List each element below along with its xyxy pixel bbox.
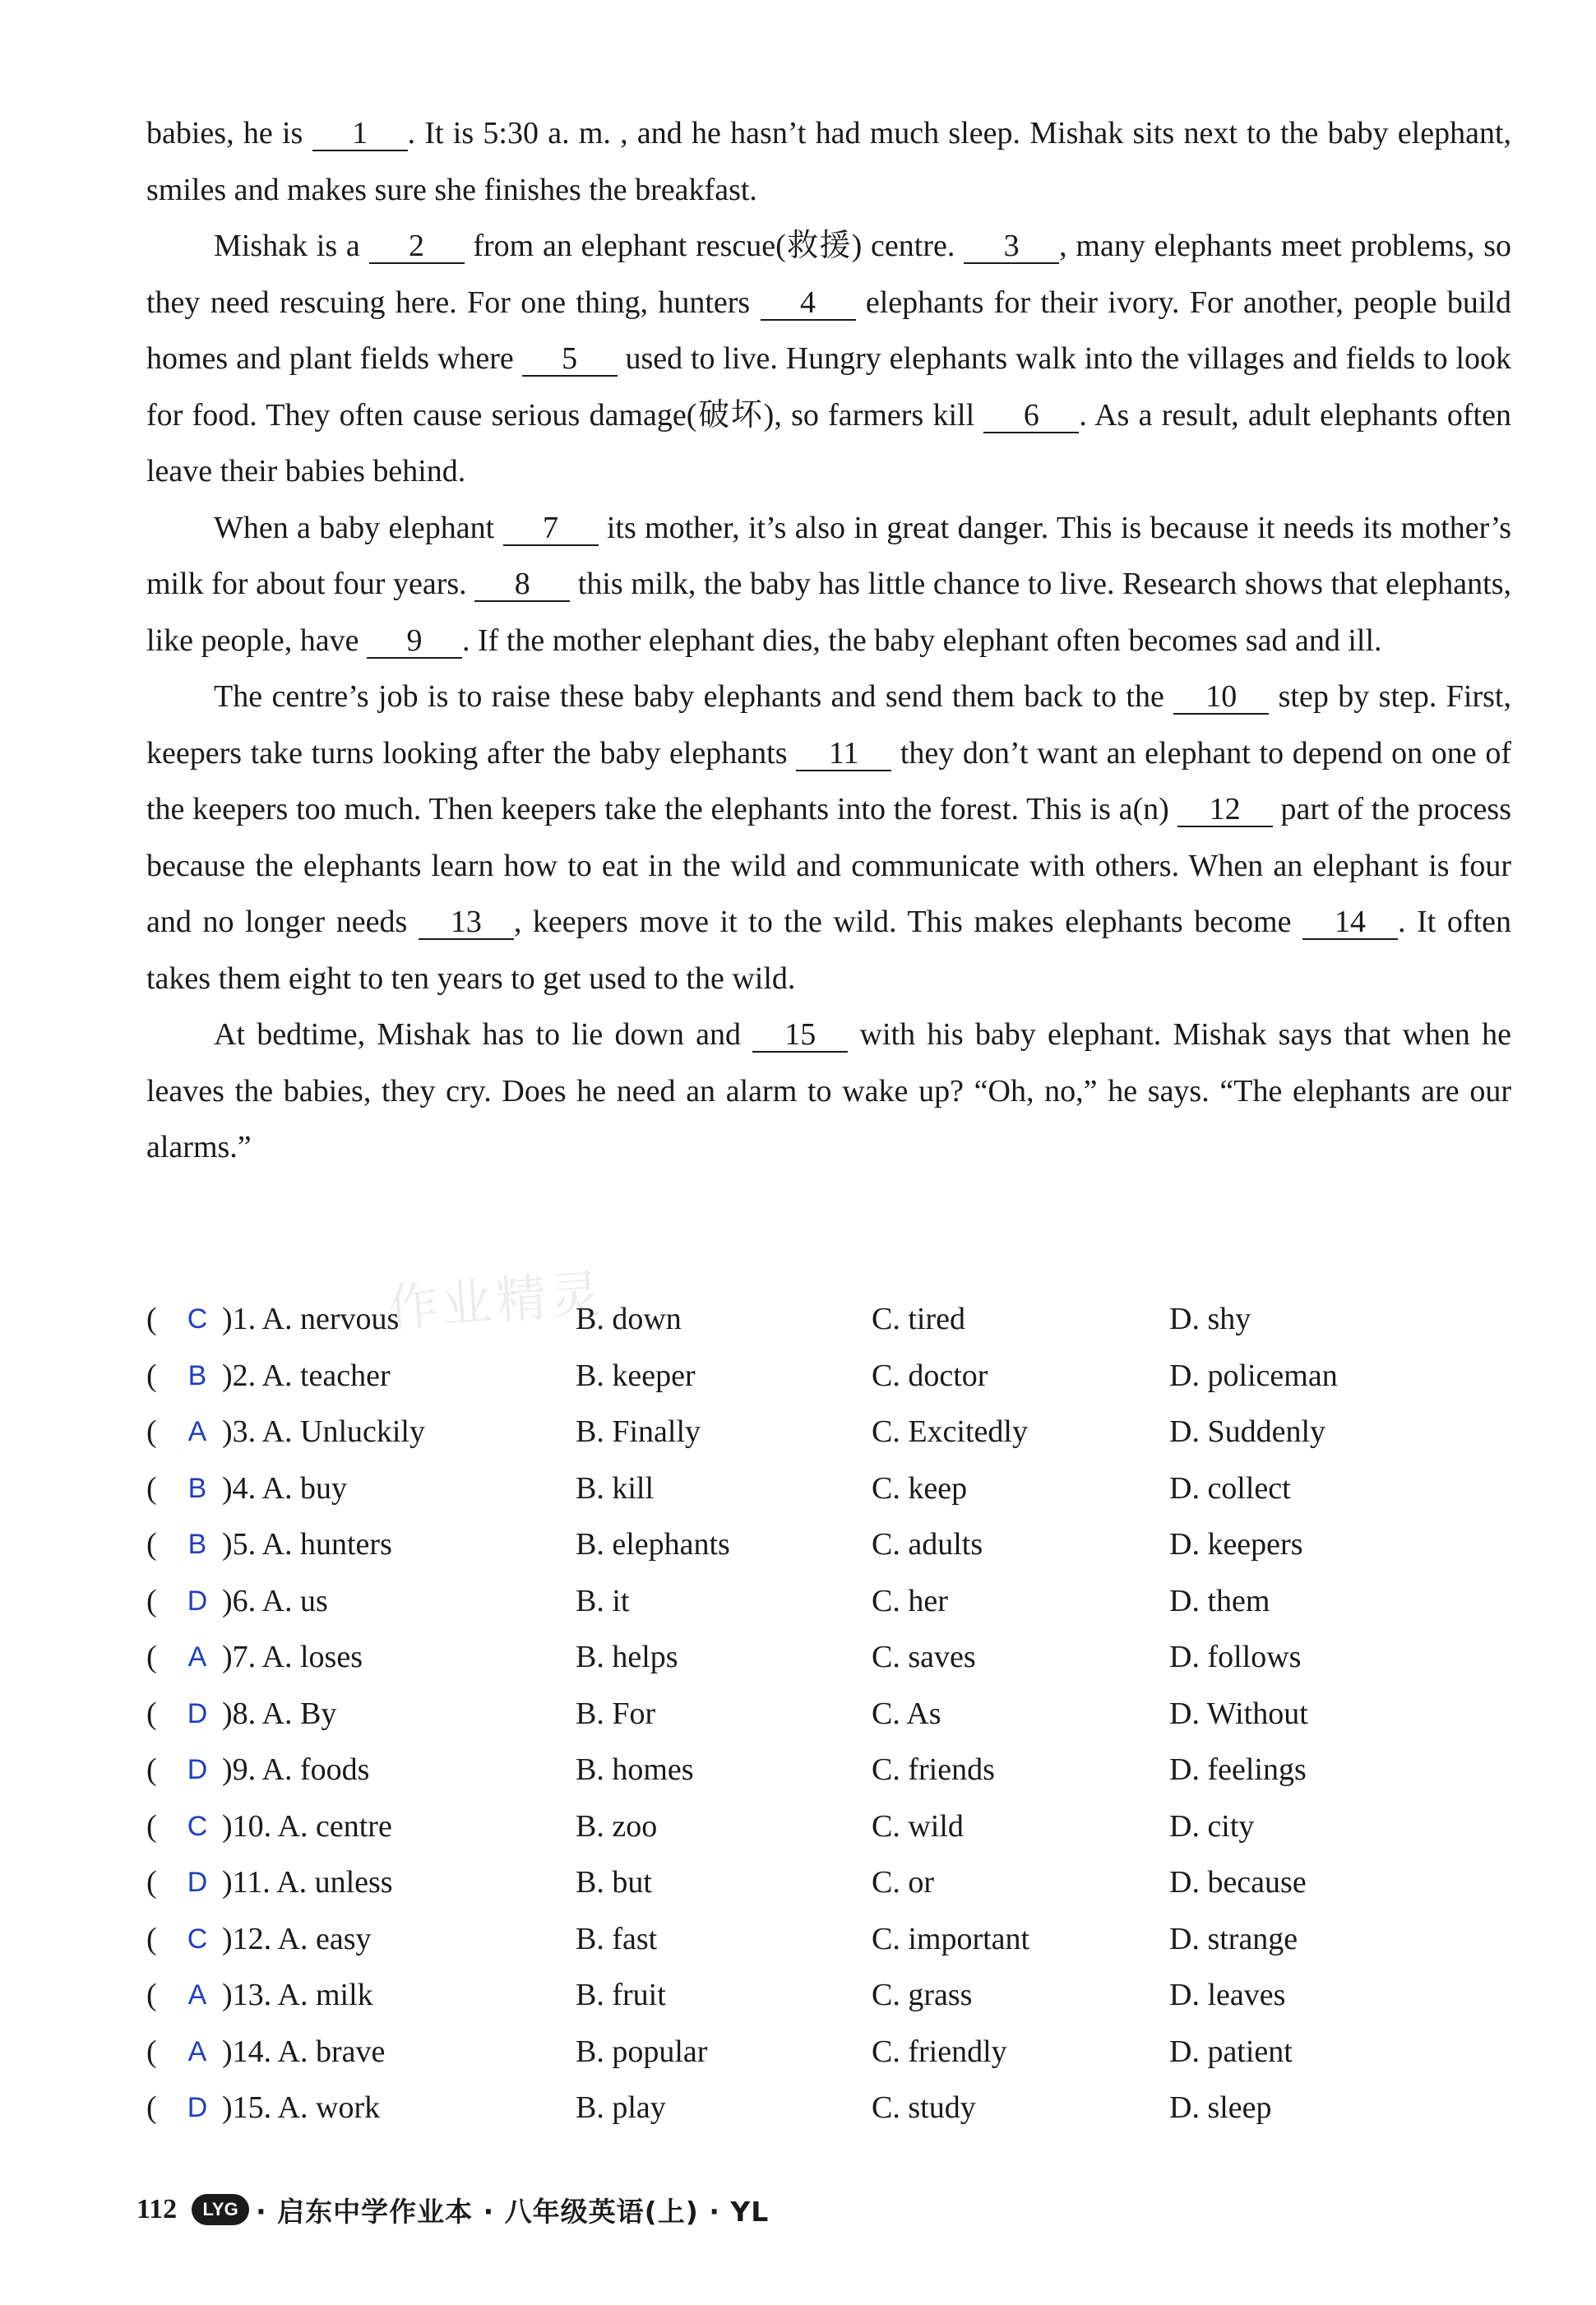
option-c: C. important [872,1921,1030,1956]
blank-15: 15 [752,1018,848,1053]
option-a: )14. A. brave [222,2034,386,2069]
question-row [146,1967,1511,2024]
question-row [146,1686,1511,1743]
option-d: D. policeman [1169,1358,1338,1393]
option-c: C. adults [872,1527,983,1562]
page-footer [136,2189,769,2230]
text: elephants for their ivory. For another, people build homes and plant fields where [146,285,1511,376]
option-b: B. but [576,1865,652,1900]
option-c: C. As [872,1696,941,1731]
text: part of the process because the elephants learn how to eat in the wild and communicate with others. When an elephant is four and no longer needs [146,792,1512,939]
text: . It is 5:30 a. m. , and he hasn’t had much sleep. Mishak sits next to the baby elephant, smiles and makes sure she finishes the breakfast. [146,116,1511,207]
text: they don’t want an elephant to depend on one of the keepers too much. Then keepers take the elephants into the forest. This is a(n) [146,735,1511,826]
blank-14: 14 [1302,905,1398,940]
option-c: C. study [872,2090,976,2125]
option-b: B. homes [576,1752,694,1787]
option-a: )13. A. milk [222,1978,373,2012]
option-c: C. or [872,1865,934,1900]
option-a: )2. A. teacher [222,1358,391,1393]
option-d: D. shy [1169,1302,1251,1336]
open-paren: ( [146,1978,157,2012]
text: from an elephant rescue(救援) centre. [464,229,965,263]
option-b: B. fruit [576,1978,666,2012]
open-paren: ( [146,1302,157,1336]
open-paren: ( [146,1527,157,1562]
option-c: C. her [872,1583,948,1618]
option-b: B. keeper [576,1358,696,1393]
question-row [146,1291,1511,1348]
paragraph-3 [146,500,1511,669]
option-d: D. keepers [1169,1527,1303,1562]
option-b: B. play [576,2090,666,2125]
text: . If the mother elephant dies, the baby elephant often becomes sad and ill. [462,623,1382,658]
option-c: C. wild [872,1808,964,1844]
page-number: 112 [136,2194,178,2224]
option-a: )1. A. nervous [222,1302,400,1336]
open-paren: ( [146,1865,157,1900]
text: At bedtime, Mishak has to lie down and [214,1017,753,1052]
text: . It often takes them eight to ten years to get used to the wild. [146,905,1511,996]
option-b: B. fast [576,1921,658,1956]
option-b: B. helps [576,1640,678,1674]
open-paren: ( [146,2034,157,2069]
option-d: D. Suddenly [1169,1414,1325,1449]
text: used to live. Hungry elephants walk into the villages and fields to look for food. They often cause serious damage(破坏), so farmers kill [146,341,1512,433]
option-b: B. kill [576,1470,655,1506]
lyg-logo: LYG [192,2194,249,2225]
text: The centre’s job is to raise these baby elephants and send them back to the [214,679,1174,714]
option-b: B. For [576,1696,656,1731]
blank-3: 3 [964,229,1059,264]
option-c: C. keep [872,1470,968,1506]
text: Mishak is a [214,229,369,263]
question-row [146,1742,1511,1798]
blank-7: 7 [503,511,599,546]
text: this milk, the baby has little chance to live. Research shows that elephants, like people, have [146,567,1511,658]
question-row [146,1854,1511,1911]
answer-mark: D [187,1867,208,1898]
blank-5: 5 [522,342,618,377]
option-b: B. zoo [576,1808,658,1844]
blank-12: 12 [1177,793,1273,827]
option-d: D. patient [1169,2034,1293,2069]
open-paren: ( [146,1696,157,1731]
paragraph-1 [146,105,1511,218]
answer-mark: D [187,1754,208,1785]
question-row [146,1629,1511,1686]
blank-13: 13 [419,905,514,940]
blank-6: 6 [983,399,1079,433]
answer-mark: A [187,2035,207,2067]
text: . As a result, adult elephants often leave their babies behind. [146,397,1511,488]
question-row [146,1348,1511,1405]
blank-1: 1 [312,117,408,151]
option-a: )11. A. unless [222,1865,393,1900]
text: with his baby elephant. Mishak says that when he leaves the babies, they cry. Does he need an alarm to wake up? “Oh, no,” he says. “The elephants are our alarms.” [146,1017,1511,1164]
open-paren: ( [146,1358,157,1393]
option-d: D. follows [1169,1640,1302,1674]
question-row [146,1460,1511,1517]
option-a: )7. A. loses [222,1640,363,1674]
answer-mark: B [187,1472,207,1504]
open-paren: ( [146,1414,157,1449]
question-row [146,1404,1511,1460]
option-c: C. Excitedly [872,1414,1028,1449]
option-c: C. tired [872,1302,965,1336]
blank-10: 10 [1173,680,1269,715]
answer-mark: C [187,1303,208,1335]
open-paren: ( [146,1921,157,1956]
paragraph-2 [146,218,1511,500]
question-row [146,2080,1511,2136]
question-row [146,1798,1511,1855]
option-d: D. strange [1169,1921,1298,1956]
option-c: C. saves [872,1640,976,1674]
option-a: )10. A. centre [222,1808,392,1844]
blank-4: 4 [761,286,856,321]
answer-mark: C [187,1810,208,1842]
watermark: 作业精灵 [385,1263,606,1339]
question-row [146,1911,1511,1968]
option-a: )5. A. hunters [222,1527,392,1562]
text: When a baby elephant [214,510,503,545]
option-b: B. Finally [576,1414,701,1449]
open-paren: ( [146,1470,157,1506]
answer-mark: A [187,1641,207,1673]
blank-11: 11 [796,737,891,771]
blank-2: 2 [369,229,465,264]
answer-mark: D [187,2092,208,2123]
text: , many elephants meet problems, so they need rescuing here. For one thing, hunters [146,229,1512,320]
option-a: )8. A. By [222,1696,337,1731]
answer-mark: A [187,1416,207,1447]
paragraph-4 [146,669,1511,1007]
option-d: D. because [1169,1865,1307,1900]
option-d: D. city [1169,1808,1255,1844]
answer-mark: D [187,1585,208,1617]
option-a: )4. A. buy [222,1470,347,1506]
open-paren: ( [146,2090,157,2125]
question-row [146,1573,1511,1630]
text: , keepers move it to the wild. This makes elephants become [513,905,1303,939]
option-c: C. friends [872,1752,995,1787]
option-a: )9. A. foods [222,1752,370,1787]
paragraph-5 [146,1007,1511,1176]
option-d: D. feelings [1169,1752,1307,1787]
blank-8: 8 [474,567,570,602]
text: babies, he is [146,116,312,150]
option-b: B. popular [576,2034,708,2069]
open-paren: ( [146,1640,157,1674]
option-d: D. sleep [1169,2090,1272,2125]
answer-mark: B [187,1359,207,1391]
question-list [146,1291,1511,2136]
answer-mark: C [187,1923,208,1955]
option-d: D. them [1169,1583,1270,1618]
option-d: D. leaves [1169,1978,1286,2012]
answer-mark: A [187,1979,207,2011]
option-a: )12. A. easy [222,1921,372,1956]
open-paren: ( [146,1752,157,1787]
text: step by step. First, keepers take turns looking after the baby elephants [146,679,1511,771]
option-c: C. grass [872,1978,973,2012]
text: its mother, it’s also in great danger. This is because it needs its mother’s milk for about four years. [146,510,1511,601]
option-c: C. friendly [872,2034,1007,2069]
option-d: D. collect [1169,1470,1291,1506]
question-row [146,1516,1511,1573]
answer-mark: D [187,1697,208,1729]
option-d: D. Without [1169,1696,1308,1731]
option-c: C. doctor [872,1358,988,1393]
blank-9: 9 [367,624,462,659]
cloze-passage [146,105,1511,1176]
open-paren: ( [146,1808,157,1844]
question-row [146,2024,1511,2081]
option-a: )3. A. Unluckily [222,1414,425,1449]
option-b: B. down [576,1302,682,1336]
option-a: )15. A. work [222,2090,381,2125]
option-b: B. elephants [576,1527,730,1562]
open-paren: ( [146,1583,157,1618]
option-b: B. it [576,1583,630,1618]
answer-mark: B [187,1529,207,1560]
book-title: · 启东中学作业本 · 八年级英语(上) · YL [256,2195,770,2228]
option-a: )6. A. us [222,1583,328,1618]
